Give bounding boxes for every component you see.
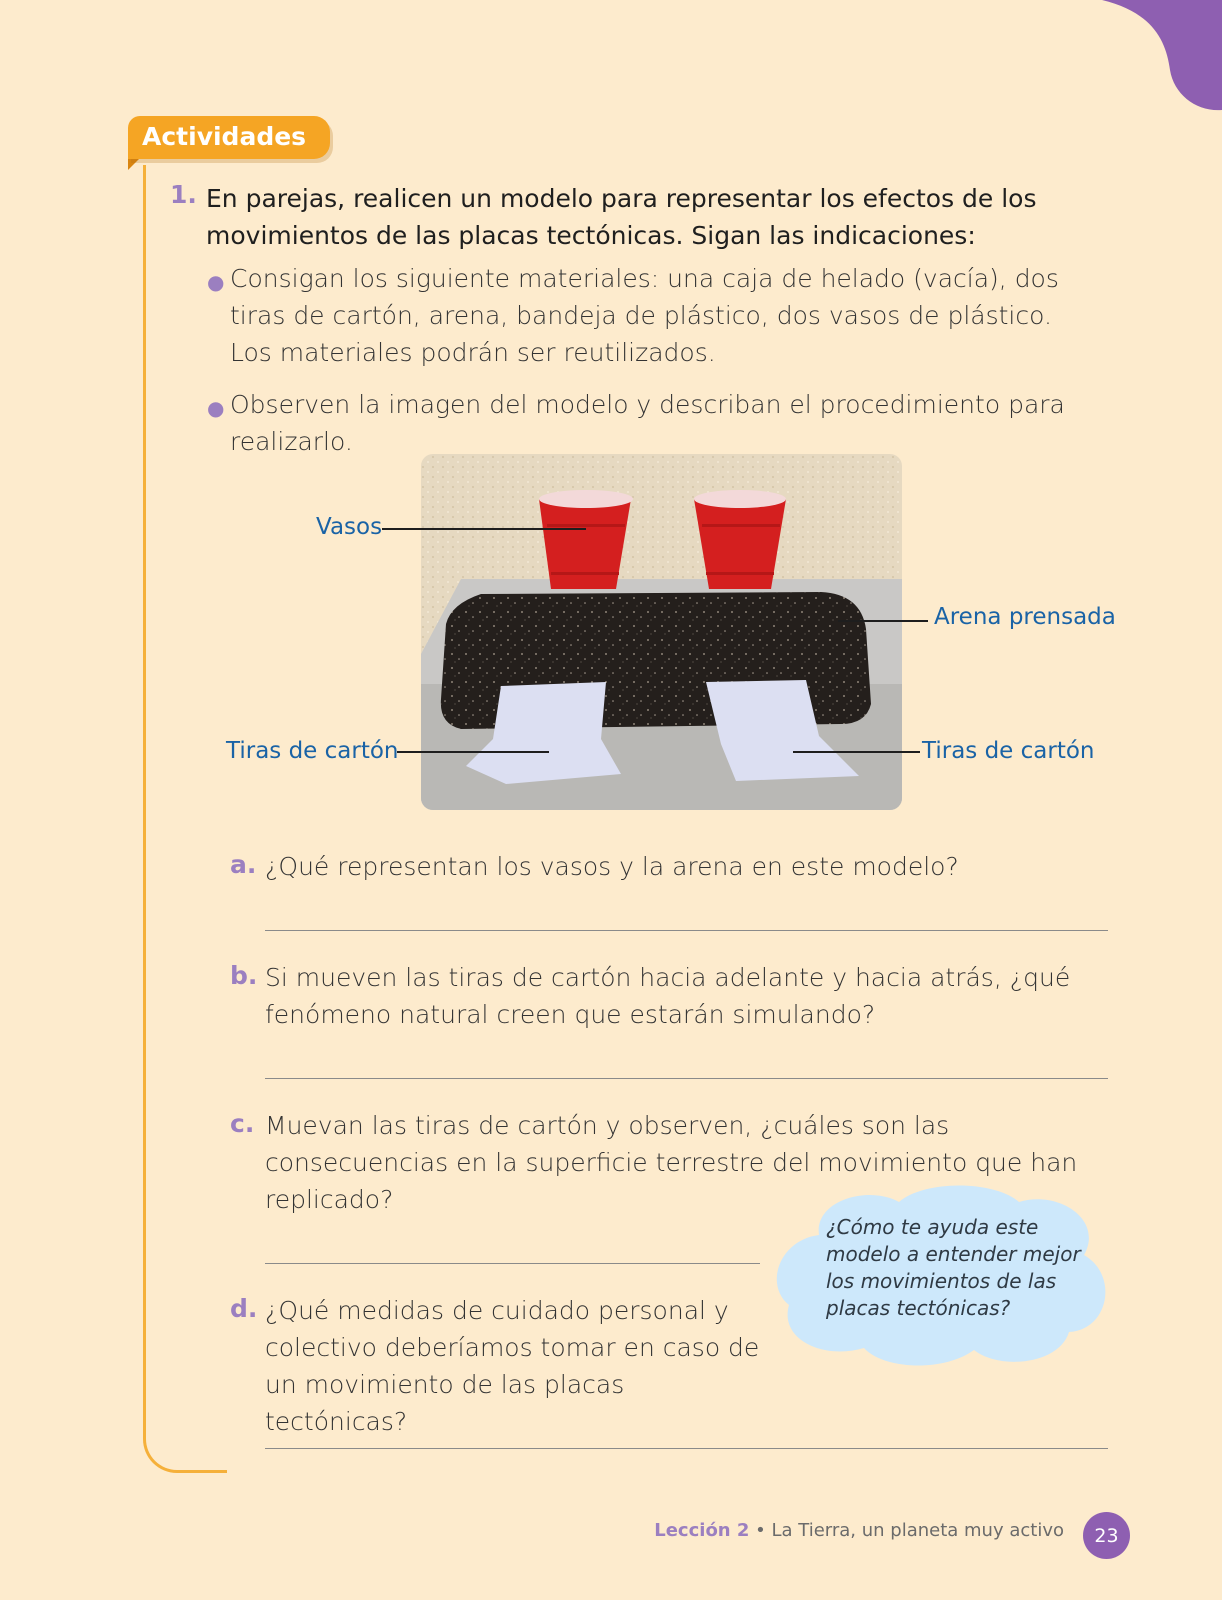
question-c-letter: c.: [230, 1109, 255, 1138]
leader-sand: [838, 620, 928, 622]
section-badge: Actividades: [128, 116, 330, 159]
page-number: 23: [1083, 1512, 1130, 1559]
question-c-text: Muevan las tiras de cartón y observen, ¿cuáles son las consecuencias en la superficie terrestre del movimiento que han replicado?: [265, 1111, 1078, 1214]
leader-strips-left: [397, 751, 549, 753]
answer-line-a[interactable]: [265, 930, 1108, 931]
bullet-observe: Observen la imagen del modelo y describan el procedimiento para realizarlo.: [230, 390, 1065, 456]
footer: [654, 1520, 1064, 1541]
bullet-materials: Consigan los siguiente materiales: una caja de helado (vacía), dos tiras de cartón, arena, bandeja de plástico, dos vasos de plástico. Los materiales podrán ser reutilizados.: [230, 264, 1059, 367]
badge-tail: [128, 158, 140, 170]
leader-cups: [382, 528, 586, 530]
activity-frame: [143, 165, 227, 1473]
bullet-marker: ●: [207, 396, 225, 420]
bullet-marker: ●: [207, 270, 225, 294]
corner-decoration: [1102, 0, 1222, 115]
answer-line-c[interactable]: [265, 1263, 760, 1264]
question-a-text: ¿Qué representan los vasos y la arena en este modelo?: [265, 852, 959, 881]
question-b-letter: b.: [230, 961, 258, 990]
activity-prompt: En parejas, realicen un modelo para representar los efectos de los movimientos de las placas tectónicas. Sigan las indicaciones:: [206, 184, 1037, 250]
answer-line-b[interactable]: [265, 1078, 1108, 1079]
leader-strips-right: [793, 751, 920, 753]
label-sand: Arena prensada: [934, 604, 1116, 630]
label-strips-right: Tiras de cartón: [922, 738, 1095, 764]
question-d-text: ¿Qué medidas de cuidado personal y colectivo deberíamos tomar en caso de un movimiento de las placas tectónicas?: [265, 1296, 760, 1436]
question-d-letter: d.: [230, 1294, 258, 1323]
footer-title: La Tierra, un planeta muy activo: [771, 1520, 1064, 1541]
footer-separator: •: [749, 1520, 772, 1541]
footer-lesson: Lección 2: [654, 1520, 750, 1541]
label-strips-left: Tiras de cartón: [226, 738, 399, 764]
activity-number: 1.: [170, 180, 197, 209]
question-a-letter: a.: [230, 850, 257, 879]
reflection-cloud: [774, 1180, 1118, 1370]
question-b-text: Si mueven las tiras de cartón hacia adelante y hacia atrás, ¿qué fenómeno natural creen que estarán simulando?: [265, 963, 1071, 1029]
reflection-question: ¿Cómo te ayuda este modelo a entender mejor los movimientos de las placas tectónicas?: [826, 1215, 1081, 1320]
label-cups: Vasos: [316, 514, 383, 540]
model-photo: [421, 454, 902, 810]
answer-line-d[interactable]: [265, 1448, 1108, 1449]
